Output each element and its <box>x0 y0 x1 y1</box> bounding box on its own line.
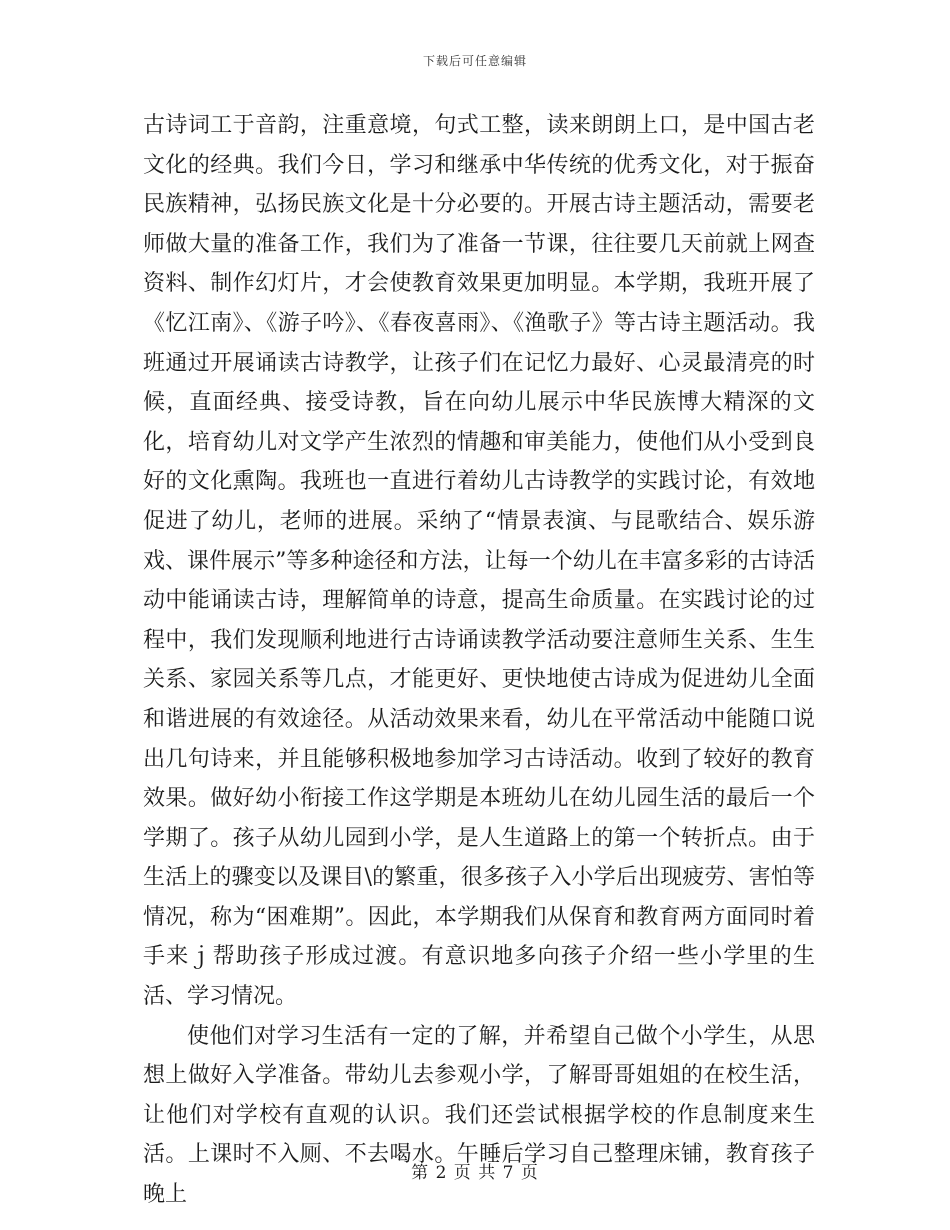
document-body <box>143 106 815 1215</box>
paragraph-1: 古诗词工于音韵，注重意境，句式工整，读来朗朗上口，是中国古老文化的经典。我们今日，学习和继承中华传统的优秀文化，对于振奋民族精神，弘扬民族文化是十分必要的。开展古诗主题活动，需要老师做大量的准备工作，我们为了准备一节课，往往要几天前就上网查资料、制作幻灯片，才会使教育效果更加明显。本学期，我班开展了《忆江南》、《游子吟》、《春夜喜雨》、《渔歌子》等古诗主题活动。我班通过开展诵读古诗教学，让孩子们在记忆力最好、心灵最清亮的时候，直面经典、接受诗教，旨在向幼儿展示中华民族博大精深的文化，培育幼儿对文学产生浓烈的情趣和审美能力，使他们从小受到良好的文化熏陶。我班也一直进行着幼儿古诗教学的实践讨论，有效地促进了幼儿，老师的进展。采纳了“情景表演、与昆歌结合、娱乐游戏、课件展示”等多种途径和方法，让每一个幼儿在丰富多彩的古诗活动中能诵读古诗，理解简单的诗意，提高生命质量。在实践讨论的过程中，我们发现顺利地进行古诗诵读教学活动要注意师生关系、生生关系、家园关系等几点，才能更好、更快地使古诗成为促进幼儿全面和谐进展的有效途径。从活动效果来看，幼儿在平常活动中能随口说出几句诗来，并且能够积极地参加学习古诗活动。收到了较好的教育效果。做好幼小衔接工作这学期是本班幼儿在幼儿园生活的最后一个学期了。孩子从幼儿园到小学，是人生道路上的第一个转折点。由于生活上的骤变以及课目\的繁重，很多孩子入小学后出现疲劳、害怕等情况，称为“困难期”。因此，本学期我们从保育和教育两方面同时着手来ｊ帮助孩子形成过渡。有意识地多向孩子介绍一些小学里的生活、学习情况。 <box>143 113 815 1010</box>
paragraph-2: 使他们对学习生活有一定的了解，并希望自己做个小学生，从思想上做好入学准备。带幼儿去参观小学，了解哥哥姐姐的在校生活，让他们对学校有直观的认识。我们还尝试根据学校的作息制度来生活。上课时不入厕、不去喝水。午睡后学习自己整理床铺，教育孩子晚上 <box>143 1023 815 1208</box>
page-header: 下载后可任意编辑 <box>422 54 527 68</box>
page-footer-page-number: 第 2 页 共 7 页 <box>411 1163 539 1183</box>
